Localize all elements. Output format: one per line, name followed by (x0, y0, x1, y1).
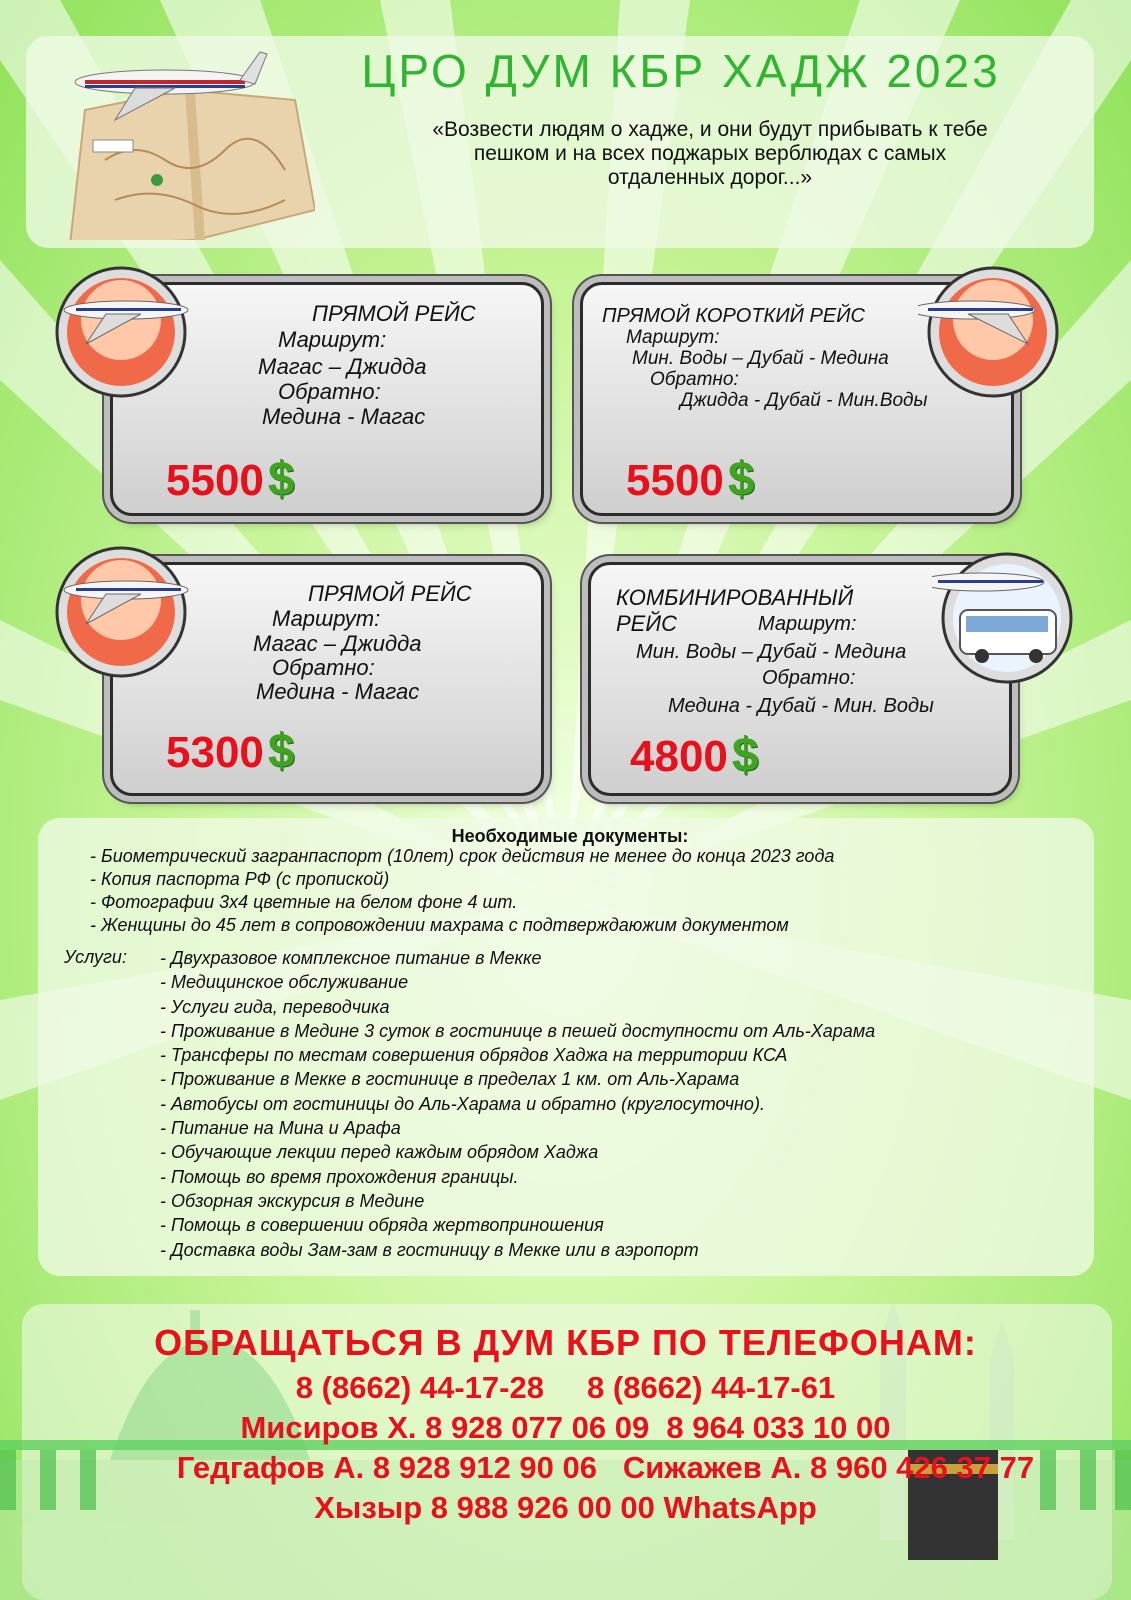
list-item: - Помощь в совершении обряда жертвоприношения (160, 1215, 604, 1236)
list-item: - Обучающие лекции перед каждым обрядом Хаджа (160, 1142, 599, 1163)
card3-route-label: Маршрут: (272, 606, 381, 631)
card1-price: 5500$ (166, 453, 295, 506)
card2-return-route: Джидда - Дубай - Мин.Воды (680, 390, 928, 411)
phone-link[interactable]: 8 (8662) 44-17-28 (295, 1370, 544, 1405)
list-item: - Помощь во время прохождения границы. (160, 1166, 519, 1187)
card3-route: Магас – Джидда (253, 631, 422, 656)
airplane-icon (46, 262, 196, 402)
card4-return-route: Медина - Дубай - Мин. Воды (668, 695, 934, 717)
list-item: - Обзорная экскурсия в Медине (160, 1190, 425, 1211)
card4-route: Мин. Воды – Дубай - Медина (636, 641, 907, 663)
documents-title: Необходимые документы: (451, 826, 689, 846)
airplane-icon (918, 262, 1068, 402)
contact-line-gedgafov[interactable]: Гедгафов А. 8 928 912 90 06 Сижажев А. 8 960 426 37 77 (176, 1450, 1035, 1485)
list-item: - Фотографии 3х4 цветные на белом фоне 4 шт. (90, 892, 518, 912)
card1-route-label: Маршрут: (278, 327, 387, 352)
card3-price: 5300$ (166, 725, 295, 778)
list-item: - Медицинское обслуживание (160, 972, 409, 993)
card3-return-route: Медина - Магас (256, 679, 420, 704)
card2-price: 5500$ (626, 453, 755, 506)
card4-return-label: Обратно: (762, 667, 856, 689)
airplane-icon (46, 542, 196, 682)
list-item: - Доставка воды Зам-зам в гостиницу в Мекке или в аэропорт (160, 1239, 699, 1260)
hajj-quote: «Возвести людям о хадже, и они будут прибывать к тебе пешком и на всех поджарых верблюдах с самых отдаленных дорог...» (432, 118, 988, 189)
list-item: - Проживание в Медине 3 суток в гостинице в пешей доступности от Аль-Харама (160, 1020, 876, 1041)
card4-price: 4800$ (630, 729, 759, 782)
card4-title-line2: РЕЙС (616, 611, 677, 636)
card4-route-label: Маршрут: (758, 613, 857, 635)
bus-icon (932, 548, 1082, 688)
page-title: ЦРО ДУМ КБР ХАДЖ 2023 (361, 45, 1001, 97)
card1-return-label: Обратно: (278, 379, 381, 404)
list-item: - Питание на Мина и Арафа (160, 1118, 401, 1139)
card2-title: ПРЯМОЙ КОРОТКИЙ РЕЙС (602, 305, 865, 327)
contacts-title: ОБРАЩАТЬСЯ В ДУМ КБР ПО ТЕЛЕФОНАМ: (154, 1322, 977, 1363)
card1-route: Магас – Джидда (258, 354, 427, 379)
list-item: - Автобусы от гостиницы до Аль-Харама и обратно (круглосуточно). (160, 1093, 765, 1114)
card4-title-line1: КОМБИНИРОВАННЫЙ (616, 585, 854, 610)
card1-return-route: Медина - Магас (262, 404, 426, 429)
dollar-icon: $ (267, 453, 295, 506)
card2-return-label: Обратно: (650, 369, 739, 390)
services-label: Услуги: (64, 947, 127, 967)
list-item: - Услуги гида, переводчика (160, 996, 390, 1017)
card2-route: Мин. Воды – Дубай - Медина (632, 348, 889, 369)
documents-list (90, 845, 834, 937)
list-item: - Биометрический загранпаспорт (10лет) срок действия не менее до конца 2023 года (90, 846, 835, 866)
list-item: - Проживание в Мекке в гостинице в пределах 1 км. от Аль-Харама (160, 1069, 740, 1090)
contacts-office-phones (0, 1370, 1131, 1406)
dollar-icon: $ (727, 453, 755, 506)
list-item: - Трансферы по местам совершения обрядов Хаджа на территории КСА (160, 1045, 788, 1066)
contact-line-khyzyr[interactable]: Хызыр 8 988 926 00 00 WhatsApp (314, 1490, 817, 1525)
card3-title: ПРЯМОЙ РЕЙС (308, 581, 472, 606)
card3-return-label: Обратно: (272, 655, 375, 680)
card2-route-label: Маршрут: (626, 327, 720, 348)
dollar-icon: $ (731, 729, 759, 782)
phone-link[interactable]: 8 (8662) 44-17-61 (587, 1370, 836, 1405)
card1-title: ПРЯМОЙ РЕЙС (312, 301, 476, 326)
contact-line-misirov[interactable]: Мисиров Х. 8 928 077 06 09 8 964 033 10 00 (240, 1410, 891, 1445)
list-item: - Женщины до 45 лет в сопровождении махрама с подтверждаюжим документом (90, 915, 789, 935)
map-icon (45, 40, 315, 240)
dollar-icon: $ (267, 725, 295, 778)
list-item: - Копия паспорта РФ (с пропиской) (90, 869, 390, 889)
services-list (160, 946, 875, 1262)
list-item: - Двухразовое комплексное питание в Мекке (160, 948, 542, 968)
